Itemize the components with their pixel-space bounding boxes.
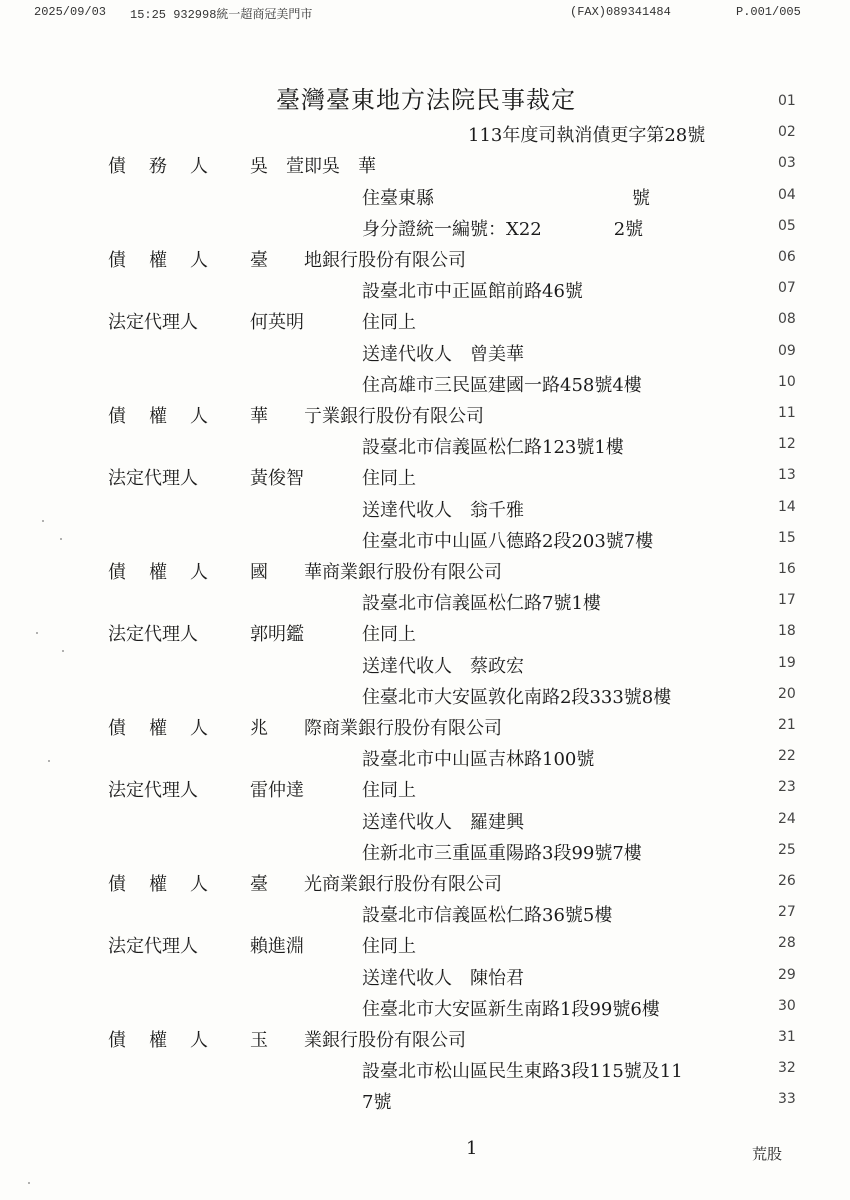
line-number: 27	[778, 904, 796, 921]
line-number: 02	[778, 124, 796, 141]
party-role: 債權人	[108, 874, 231, 895]
line-number: 01	[778, 93, 796, 109]
line-number: 03	[778, 155, 796, 172]
party-role: 債權人	[108, 562, 231, 583]
party-detail: 住臺東縣 號	[362, 187, 650, 209]
party-name: 兆 際商業銀行股份有限公司	[250, 718, 502, 739]
party-detail: 設臺北市信義區松仁路36號5樓	[362, 905, 613, 927]
party-name: 華 亍業銀行股份有限公司	[250, 406, 484, 427]
line-number: 07	[778, 280, 796, 297]
document-line	[0, 1088, 850, 1118]
fax-number: (FAX)089341484	[570, 5, 671, 19]
party-detail: 住臺北市大安區新生南路1段99號6樓	[362, 998, 660, 1020]
document-line	[0, 901, 850, 931]
line-number: 30	[778, 997, 796, 1014]
document-line	[0, 184, 850, 214]
document-line	[0, 995, 850, 1025]
scan-speck	[48, 760, 50, 762]
document-line	[0, 683, 850, 713]
case-number: 113年度司執消債更字第28號	[468, 125, 706, 147]
document-line	[0, 277, 850, 307]
fax-header	[0, 5, 850, 21]
document-line	[0, 433, 850, 463]
document-line	[0, 1026, 850, 1056]
document-line	[0, 402, 850, 432]
document-line	[0, 371, 850, 401]
document-line	[0, 1057, 850, 1087]
party-role: 法定代理人	[108, 468, 198, 490]
document-line	[0, 558, 850, 588]
line-number: 20	[778, 685, 796, 702]
line-number: 09	[778, 342, 796, 359]
party-role: 債權人	[108, 718, 231, 739]
document-line	[0, 308, 850, 338]
line-number: 19	[778, 654, 796, 671]
line-number: 10	[778, 373, 796, 390]
document-line	[0, 808, 850, 838]
document-line	[0, 870, 850, 900]
document-title: 臺灣臺東地方法院民事裁定	[276, 86, 576, 114]
line-number: 31	[778, 1029, 796, 1045]
document-line	[0, 620, 850, 650]
party-name: 何英明	[250, 312, 304, 334]
document-line	[0, 246, 850, 276]
line-number: 12	[778, 436, 796, 453]
line-number: 23	[778, 779, 796, 796]
party-detail: 住同上	[362, 468, 416, 490]
line-number: 32	[778, 1060, 796, 1077]
fax-time-sender: 15:25 932998統一超商冠美門市	[130, 8, 313, 22]
line-number: 22	[778, 748, 796, 765]
party-detail: 設臺北市信義區松仁路123號1樓	[362, 437, 624, 459]
fax-date: 2025/09/03	[34, 5, 107, 19]
line-number: 13	[778, 467, 796, 484]
line-number: 21	[778, 717, 796, 733]
party-detail: 住同上	[362, 624, 416, 646]
party-detail: 身分證統一編號：X22 2號	[362, 218, 644, 240]
party-role: 債權人	[108, 406, 231, 427]
party-name: 臺 光商業銀行股份有限公司	[250, 874, 502, 895]
party-detail: 住同上	[362, 936, 416, 958]
document-line	[0, 932, 850, 962]
document-line	[0, 714, 850, 744]
document-line	[0, 464, 850, 494]
line-number: 26	[778, 873, 796, 889]
document-line	[0, 90, 850, 120]
party-detail: 住臺北市大安區敦化南路2段333號8樓	[362, 686, 672, 708]
division-label: 荒股	[752, 1145, 783, 1163]
party-detail: 7號	[362, 1092, 392, 1114]
line-number: 11	[778, 405, 796, 421]
document-line	[0, 121, 850, 151]
line-number: 05	[778, 217, 796, 234]
party-name: 雷仲達	[250, 780, 304, 802]
line-number: 16	[778, 561, 796, 577]
party-name: 國 華商業銀行股份有限公司	[250, 562, 502, 583]
party-detail: 設臺北市信義區松仁路7號1樓	[362, 593, 601, 615]
party-name: 臺 地銀行股份有限公司	[250, 250, 466, 271]
party-name: 郭明鑑	[250, 624, 304, 646]
party-detail: 設臺北市中正區館前路46號	[362, 281, 583, 303]
scan-speck	[62, 650, 64, 652]
line-number: 29	[778, 966, 796, 983]
document-line	[0, 652, 850, 682]
party-detail: 設臺北市松山區民生東路3段115號及11	[362, 1061, 683, 1083]
party-role: 法定代理人	[108, 780, 198, 802]
scan-speck	[28, 1182, 30, 1184]
line-number: 24	[778, 810, 796, 827]
document-line	[0, 527, 850, 557]
party-role: 債權人	[108, 250, 231, 271]
page-number: 1	[466, 1138, 478, 1159]
line-number: 17	[778, 592, 796, 609]
scan-speck	[42, 520, 44, 522]
party-detail: 送達代收人 羅建興	[362, 811, 524, 833]
party-name: 黃俊智	[250, 468, 304, 490]
party-detail: 住高雄市三民區建國一路458號4樓	[362, 374, 642, 396]
party-detail: 送達代收人 曾美華	[362, 343, 524, 365]
document-line	[0, 215, 850, 245]
document-line	[0, 839, 850, 869]
party-name: 吳 萱即吳 華	[250, 156, 376, 178]
document-line	[0, 496, 850, 526]
document-line	[0, 340, 850, 370]
scan-speck	[60, 538, 62, 540]
line-number: 14	[778, 498, 796, 515]
line-number: 25	[778, 841, 796, 858]
line-number: 33	[778, 1091, 796, 1108]
line-number: 28	[778, 935, 796, 952]
line-number: 04	[778, 186, 796, 203]
document-line	[0, 745, 850, 775]
document-line	[0, 589, 850, 619]
party-detail: 住同上	[362, 780, 416, 802]
party-detail: 設臺北市中山區吉林路100號	[362, 749, 595, 771]
line-number: 08	[778, 311, 796, 328]
party-name: 賴進淵	[250, 936, 304, 958]
line-number: 18	[778, 623, 796, 640]
line-number: 06	[778, 249, 796, 265]
party-name: 玉 業銀行股份有限公司	[250, 1030, 466, 1051]
party-detail: 住新北市三重區重陽路3段99號7樓	[362, 842, 642, 864]
party-role: 債務人	[108, 156, 231, 178]
party-detail: 住臺北市中山區八德路2段203號7樓	[362, 530, 654, 552]
party-role: 法定代理人	[108, 936, 198, 958]
scan-speck	[36, 632, 38, 634]
party-detail: 送達代收人 翁千雅	[362, 499, 524, 521]
line-number: 15	[778, 529, 796, 546]
document-line	[0, 776, 850, 806]
document-line	[0, 152, 850, 182]
fax-page-indicator: P.001/005	[736, 5, 801, 19]
party-detail: 送達代收人 蔡政宏	[362, 655, 524, 677]
party-detail: 住同上	[362, 312, 416, 334]
document-line	[0, 964, 850, 994]
party-role: 法定代理人	[108, 312, 198, 334]
party-role: 債權人	[108, 1030, 231, 1051]
party-detail: 送達代收人 陳怡君	[362, 967, 524, 989]
party-role: 法定代理人	[108, 624, 198, 646]
